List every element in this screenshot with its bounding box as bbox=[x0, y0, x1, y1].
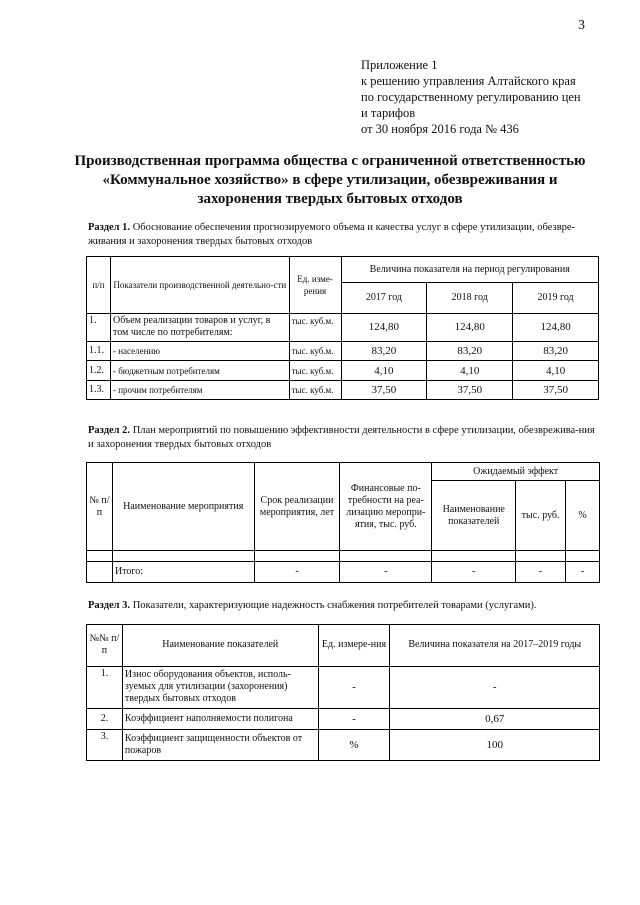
s1-row-value: 124,80 bbox=[427, 313, 513, 341]
s1-header-year: 2018 год bbox=[427, 283, 513, 313]
s1-row-value: 83,20 bbox=[341, 342, 427, 361]
s1-row-unit: тыс. куб.м. bbox=[289, 313, 341, 341]
s3-row-unit: - bbox=[318, 666, 390, 708]
appendix-line: к решению управления Алтайского края bbox=[361, 74, 576, 88]
s3-header-unit: Ед. измере-ния bbox=[318, 625, 390, 667]
s1-row-value: 37,50 bbox=[427, 380, 513, 399]
s1-header-period: Величина показателя на период регулирования bbox=[341, 257, 598, 283]
s3-row-num: 1. bbox=[87, 666, 123, 708]
s1-row-value: 83,20 bbox=[513, 342, 599, 361]
table-row bbox=[87, 342, 599, 361]
appendix-line: от 30 ноября 2016 года № 436 bbox=[361, 122, 519, 136]
appendix-block bbox=[361, 57, 581, 137]
s3-row-value: 100 bbox=[390, 729, 600, 760]
s1-row-value: 37,50 bbox=[341, 380, 427, 399]
s1-row-name: - прочим потребителям bbox=[110, 380, 289, 399]
s1-row-num: 1.1. bbox=[87, 342, 111, 361]
s1-row-value: 4,10 bbox=[341, 361, 427, 380]
s3-row-value: 0,67 bbox=[390, 708, 600, 729]
s2-header-effect-pct: % bbox=[566, 481, 600, 551]
table-row bbox=[87, 551, 600, 562]
s2-total-term: - bbox=[254, 561, 340, 582]
s2-header-name: Наименование мероприятия bbox=[112, 463, 254, 551]
section3-table bbox=[86, 624, 600, 761]
s2-total-effect-pct: - bbox=[566, 561, 600, 582]
s2-header-num: № п/п bbox=[87, 463, 113, 551]
s1-row-unit: тыс. куб.м. bbox=[289, 361, 341, 380]
s3-header-value: Величина показателя на 2017–2019 годы bbox=[390, 625, 600, 667]
section1-heading bbox=[88, 221, 598, 249]
s3-row-name: Коэффициент наполняемости полигона bbox=[122, 708, 318, 729]
s3-header-name: Наименование показателей bbox=[122, 625, 318, 667]
s1-row-num: 1.3. bbox=[87, 380, 111, 399]
table-row bbox=[87, 380, 599, 399]
s1-row-name: - населению bbox=[110, 342, 289, 361]
s1-row-num: 1. bbox=[87, 313, 111, 341]
s1-header-year: 2019 год bbox=[513, 283, 599, 313]
page-number: 3 bbox=[578, 18, 585, 33]
s3-row-num: 3. bbox=[87, 729, 123, 760]
s1-row-value: 124,80 bbox=[341, 313, 427, 341]
s2-header-term: Срок реализации мероприятия, лет bbox=[254, 463, 340, 551]
s3-row-num: 2. bbox=[87, 708, 123, 729]
table-row bbox=[87, 361, 599, 380]
s3-row-name: Износ оборудования объектов, исполь-зуемых для утилизации (захоронения) твердых бытовых отходов bbox=[122, 666, 318, 708]
table-row bbox=[87, 666, 600, 708]
table-row bbox=[87, 729, 600, 760]
appendix-line: и тарифов bbox=[361, 106, 416, 120]
s3-header-num: №№ п/п bbox=[87, 625, 123, 667]
s2-total-label: Итого: bbox=[112, 561, 254, 582]
s2-header-effect-rub: тыс. руб. bbox=[516, 481, 566, 551]
section1-label: Раздел 1. bbox=[88, 222, 131, 233]
s2-header-effect-name: Наименование показателей bbox=[432, 481, 516, 551]
s2-total-finance: - bbox=[340, 561, 432, 582]
table-row bbox=[87, 313, 599, 341]
s1-row-num: 1.2. bbox=[87, 361, 111, 380]
s3-row-value: - bbox=[390, 666, 600, 708]
section1-table bbox=[86, 256, 599, 400]
s1-row-name: - бюджетным потребителям bbox=[110, 361, 289, 380]
table-row bbox=[87, 561, 600, 582]
table-row bbox=[87, 708, 600, 729]
s1-row-value: 4,10 bbox=[427, 361, 513, 380]
s2-header-finance: Финансовые по-требности на реа-лизацию меропри-ятия, тыс. руб. bbox=[340, 463, 432, 551]
s2-header-effect: Ожидаемый эффект bbox=[432, 463, 600, 481]
s3-row-unit: % bbox=[318, 729, 390, 760]
s1-header-indicator: Показатели производственной деятельно-сти bbox=[110, 257, 289, 314]
section3-heading bbox=[88, 599, 598, 613]
s1-row-unit: тыс. куб.м. bbox=[289, 380, 341, 399]
appendix-line: по государственному регулированию цен bbox=[361, 90, 581, 104]
section1-heading-text: Обоснование обеспечения прогнозируемого объема и качества услуг в сфере утилизации, обезвре-живания и захоронения твердых бытовых отходов bbox=[88, 222, 576, 247]
s1-row-value: 83,20 bbox=[427, 342, 513, 361]
s3-row-unit: - bbox=[318, 708, 390, 729]
section2-table bbox=[86, 462, 600, 583]
section2-heading bbox=[88, 424, 598, 452]
s1-row-name: Объем реализации товаров и услуг, в том числе по потребителям: bbox=[110, 313, 289, 341]
section3-label: Раздел 3. bbox=[88, 600, 131, 611]
s3-row-name: Коэффициент защищенности объектов от пожаров bbox=[122, 729, 318, 760]
s2-total-effect-name: - bbox=[432, 561, 516, 582]
s1-row-unit: тыс. куб.м. bbox=[289, 342, 341, 361]
s1-header-year: 2017 год bbox=[341, 283, 427, 313]
s1-row-value: 4,10 bbox=[513, 361, 599, 380]
section2-label: Раздел 2. bbox=[88, 425, 131, 436]
document-title: Производственная программа общества с ограниченной ответственностью «Коммунальное хозяйство» в сфере утилизации, обезвреживания и захоронения твердых бытовых отходов bbox=[74, 153, 586, 207]
s1-row-value: 124,80 bbox=[513, 313, 599, 341]
section2-heading-text: План мероприятий по повышению эффективности деятельности в сфере утилизации, обезврежива-ния и захоронения твердых бытовых отходов bbox=[88, 425, 595, 450]
appendix-line: Приложение 1 bbox=[361, 58, 438, 72]
s1-header-unit: Ед. изме-рения bbox=[289, 257, 341, 314]
s2-total-effect-rub: - bbox=[516, 561, 566, 582]
s1-header-num: п/п bbox=[87, 257, 111, 314]
section3-heading-text: Показатели, характеризующие надежность снабжения потребителей товарами (услугами). bbox=[132, 600, 537, 611]
s1-row-value: 37,50 bbox=[513, 380, 599, 399]
